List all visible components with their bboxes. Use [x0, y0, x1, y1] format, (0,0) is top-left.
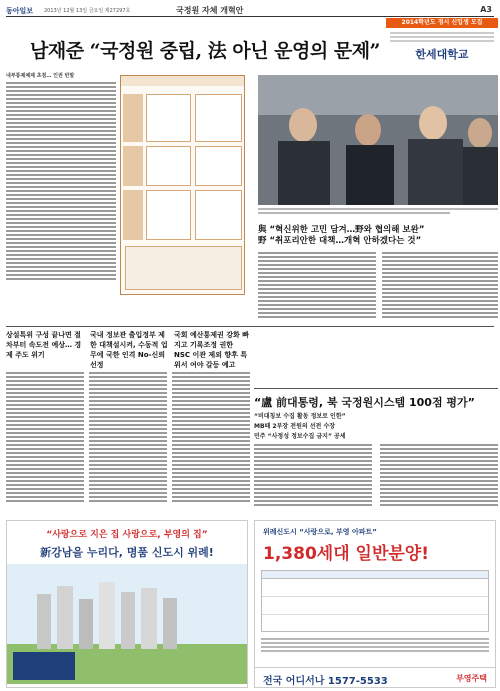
housing-ad-right[interactable]	[254, 520, 496, 688]
article-byline: 내부통제체제 초점… 인권 빈말	[6, 73, 75, 79]
ad-detail-rows	[386, 28, 498, 46]
section2-sub3: 민주 “사정성 정보수집 금지” 공세	[254, 433, 346, 440]
ad-right-headline: 1,380세대 일반분양!	[263, 544, 429, 564]
issue-date: 2013년 12월 13일 금요일 제27297호	[44, 8, 131, 14]
press-photo	[258, 75, 498, 205]
university-logo: 한세대학교	[415, 48, 469, 61]
section-divider	[254, 388, 498, 389]
diagram-box	[195, 94, 242, 142]
main-headline: 남재준 “국정원 중립, 法 아닌 운영의 문제”	[30, 40, 380, 62]
article-columns-section2	[254, 444, 498, 514]
ad-left-subhead: 新강남을 누리다, 명품 신도시 위례!	[40, 546, 214, 559]
diagram-box	[195, 190, 242, 240]
page-header	[6, 5, 494, 17]
article-column-right-upper	[258, 252, 498, 327]
opposition-quote: 野 “취포리안한 대책…개혁 안하겠다는 것”	[258, 236, 422, 246]
diagram-row-head	[123, 146, 143, 186]
ad-banner: 2014학년도 정시 신입생 모집	[386, 18, 498, 28]
reform-diagram	[120, 75, 245, 295]
mid-headline-center: 국내 정보관 출입정부 제한 대책설시켜, 수동적 업무에 국한 인격 No-신뢰 선정	[90, 331, 168, 369]
section-title: 국정원 자체 개혁안	[176, 6, 244, 15]
diagram-box	[195, 146, 242, 186]
mid-headline-left: 상설특위 구성 끝나면 절차부터 속도전 예상… 경제 주도 위기	[6, 331, 82, 359]
photo-caption	[258, 208, 498, 216]
photo-scene	[258, 75, 498, 205]
section2-sub1: “비대칭보 수집 활동 정보로 인한”	[254, 413, 346, 420]
ad-right-footer	[255, 667, 495, 687]
article-column-1	[6, 82, 116, 292]
publication-name: 동아일보	[6, 6, 34, 15]
section-divider	[6, 326, 494, 327]
housing-ad-left[interactable]	[6, 520, 248, 688]
article-columns-lower-left	[6, 372, 250, 512]
diagram-box	[125, 246, 242, 290]
diagram-box	[146, 190, 191, 240]
political-reaction-heads	[258, 225, 424, 247]
diagram-row-head	[123, 190, 143, 240]
diagram-box	[146, 94, 191, 142]
university-ad[interactable]	[386, 18, 498, 70]
ruling-party-quote: 與 “혁신위한 고민 담겨…野와 협의해 보완”	[258, 225, 425, 235]
ad-right-brand: 부영주택	[456, 674, 487, 683]
section2-sub2: MB때 2부장 전원의 선전 수장	[254, 423, 336, 430]
mid-headline-right: 국회 예산통제권 강화 빠지고 기록조정 권한 NSC 이관 제외 향후 특위서 여야 갈등 예고	[174, 331, 249, 369]
section2-headline: “盧 前대통령, 북 국정원시스템 100점 평가”	[254, 396, 475, 409]
diagram-box	[146, 146, 191, 186]
text-lines	[6, 82, 116, 280]
ad-right-top: 위례신도시 “사랑으로, 부영 아파트”	[263, 528, 377, 536]
ad-right-phone: 전국 어디서나 1577-5533	[263, 676, 388, 687]
ad-right-table	[261, 570, 489, 632]
page-number: A3	[480, 5, 492, 14]
ad-left-illustration	[7, 564, 247, 684]
diagram-title	[121, 76, 244, 86]
diagram-row-head	[123, 94, 143, 142]
ad-left-headline: “사랑으로 지은 집 사랑으로, 부영의 집”	[46, 530, 208, 540]
